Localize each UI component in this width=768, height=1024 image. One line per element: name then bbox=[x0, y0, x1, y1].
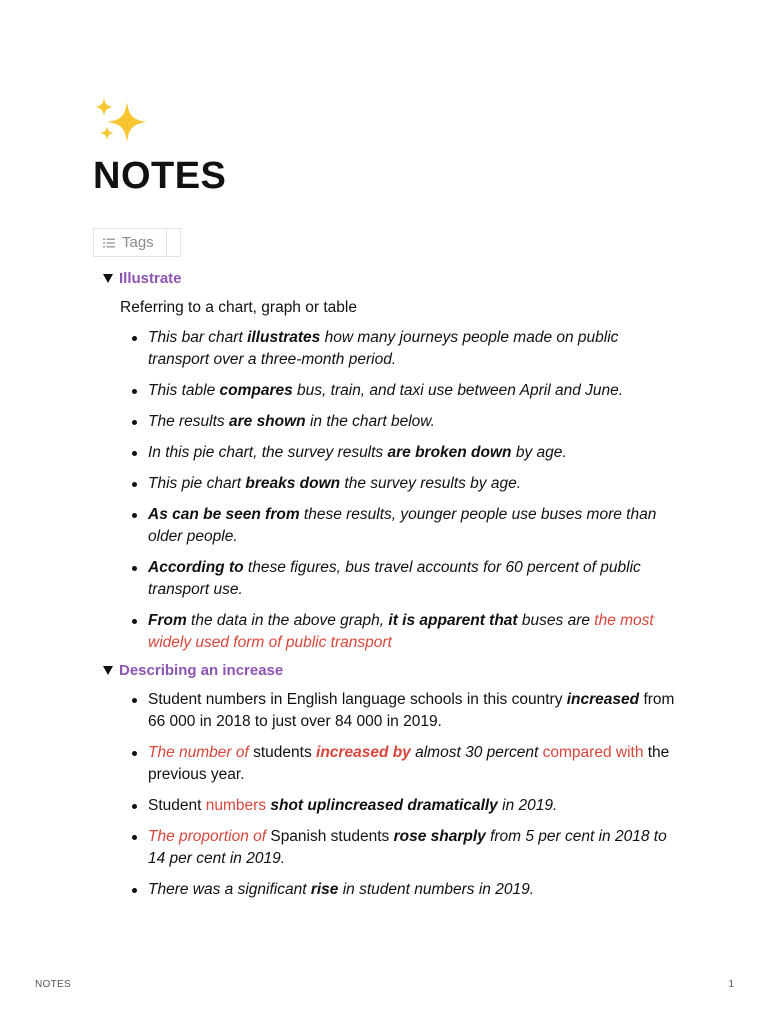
text-run: increased dramatically bbox=[330, 797, 498, 814]
text-run: in the chart below. bbox=[305, 413, 435, 430]
page-number: 1 bbox=[728, 979, 734, 990]
toggle-label: Illustrate bbox=[119, 269, 182, 287]
text-run: are shown bbox=[228, 413, 306, 430]
text-run: rise bbox=[310, 881, 339, 898]
text-run: compares bbox=[219, 382, 293, 399]
tags-label: Tags bbox=[122, 234, 154, 251]
list-item bbox=[103, 411, 683, 433]
bullet-dot bbox=[132, 389, 137, 394]
text-run: almost 30 percent bbox=[410, 744, 543, 761]
bullet-dot bbox=[132, 888, 137, 893]
page-title: NOTES bbox=[93, 155, 227, 197]
text-run: in 2019. bbox=[497, 797, 558, 814]
bullet-dot bbox=[132, 420, 137, 425]
text-run: are broken down bbox=[387, 444, 512, 461]
text-run: compared with bbox=[542, 744, 644, 761]
text-run: numbers bbox=[205, 797, 267, 814]
text-run: the most widely used form of public transport bbox=[148, 612, 654, 651]
list-item bbox=[103, 327, 683, 371]
text-run: the survey results by age. bbox=[340, 475, 522, 492]
tags-property[interactable] bbox=[93, 228, 181, 257]
text-run: Student numbers in English language schools in this country bbox=[148, 691, 567, 708]
text-run: rose sharply bbox=[393, 828, 486, 845]
bullet-dot bbox=[132, 566, 137, 571]
sparkles-icon bbox=[93, 96, 149, 148]
text-run: shot up bbox=[270, 797, 327, 814]
list-item bbox=[103, 742, 683, 786]
bullet-dot bbox=[132, 482, 137, 487]
list-item bbox=[103, 795, 683, 817]
text-run: bus, train, and taxi use between April and June. bbox=[292, 382, 624, 399]
text-run: the previous year. bbox=[148, 744, 670, 783]
toggle-header[interactable] bbox=[103, 268, 683, 288]
text-run: students bbox=[248, 744, 317, 761]
text-run: buses are bbox=[517, 612, 595, 629]
text-run: from 66 000 in 2018 to just over 84 000 in 2019. bbox=[148, 691, 675, 730]
text-run: The results bbox=[148, 413, 229, 430]
text-run: / bbox=[326, 797, 331, 814]
text-run: these figures, bus travel accounts for 60 percent of public transport use. bbox=[148, 559, 641, 598]
list-item bbox=[103, 380, 683, 402]
text-run: increased bbox=[566, 691, 640, 708]
triangle-down-icon[interactable] bbox=[103, 274, 113, 283]
text-run: The number of bbox=[148, 744, 249, 761]
text-run: Student bbox=[148, 797, 206, 814]
list-item bbox=[103, 826, 683, 870]
bullet-list bbox=[103, 689, 683, 901]
toggle-section-illustrate bbox=[103, 268, 683, 663]
text-run: There was a significant bbox=[148, 881, 311, 898]
text-run: by age. bbox=[511, 444, 567, 461]
list-item bbox=[103, 610, 683, 654]
bullet-dot bbox=[132, 804, 137, 809]
bullet-list bbox=[103, 327, 683, 654]
bullet-dot bbox=[132, 751, 137, 756]
text-run: increased by bbox=[316, 744, 411, 761]
section-intro: Referring to a chart, graph or table bbox=[120, 299, 357, 316]
triangle-down-icon[interactable] bbox=[103, 666, 113, 675]
text-run: This table bbox=[148, 382, 220, 399]
list-icon bbox=[103, 238, 115, 248]
text-run: in student numbers in 2019. bbox=[338, 881, 535, 898]
bullet-dot bbox=[132, 835, 137, 840]
toggle-section-describing-an-increase bbox=[103, 660, 683, 910]
text-run: breaks down bbox=[245, 475, 341, 492]
text-run: the data in the above graph, bbox=[186, 612, 389, 629]
list-item bbox=[103, 442, 683, 464]
text-run: From bbox=[148, 612, 187, 629]
text-run: In this pie chart, the survey results bbox=[148, 444, 388, 461]
text-run: Spanish students bbox=[266, 828, 394, 845]
bullet-dot bbox=[132, 451, 137, 456]
list-item bbox=[103, 557, 683, 601]
text-run: According to bbox=[148, 559, 244, 576]
text-run: The proportion of bbox=[148, 828, 267, 845]
text-run: As can be seen from bbox=[148, 506, 300, 523]
text-run: This pie chart bbox=[148, 475, 246, 492]
text-run: illustrates bbox=[247, 329, 321, 346]
text-run: it is apparent that bbox=[388, 612, 518, 629]
toggle-header[interactable] bbox=[103, 660, 683, 680]
list-item bbox=[103, 473, 683, 495]
tags-divider bbox=[166, 229, 167, 256]
list-item bbox=[103, 504, 683, 548]
list-item bbox=[103, 879, 683, 901]
text-run: from 5 per cent in 2018 to 14 per cent in 2019. bbox=[148, 828, 667, 867]
list-item bbox=[103, 689, 683, 733]
bullet-dot bbox=[132, 513, 137, 518]
bullet-dot bbox=[132, 698, 137, 703]
text-run: This bar chart bbox=[148, 329, 248, 346]
toggle-label: Describing an increase bbox=[119, 661, 284, 679]
bullet-dot bbox=[132, 336, 137, 341]
text-run: these results, younger people use buses more than older people. bbox=[148, 506, 657, 545]
footer-title: NOTES bbox=[35, 979, 71, 990]
text-run: how many journeys people made on public transport over a three-month period. bbox=[148, 329, 619, 368]
bullet-dot bbox=[132, 619, 137, 624]
